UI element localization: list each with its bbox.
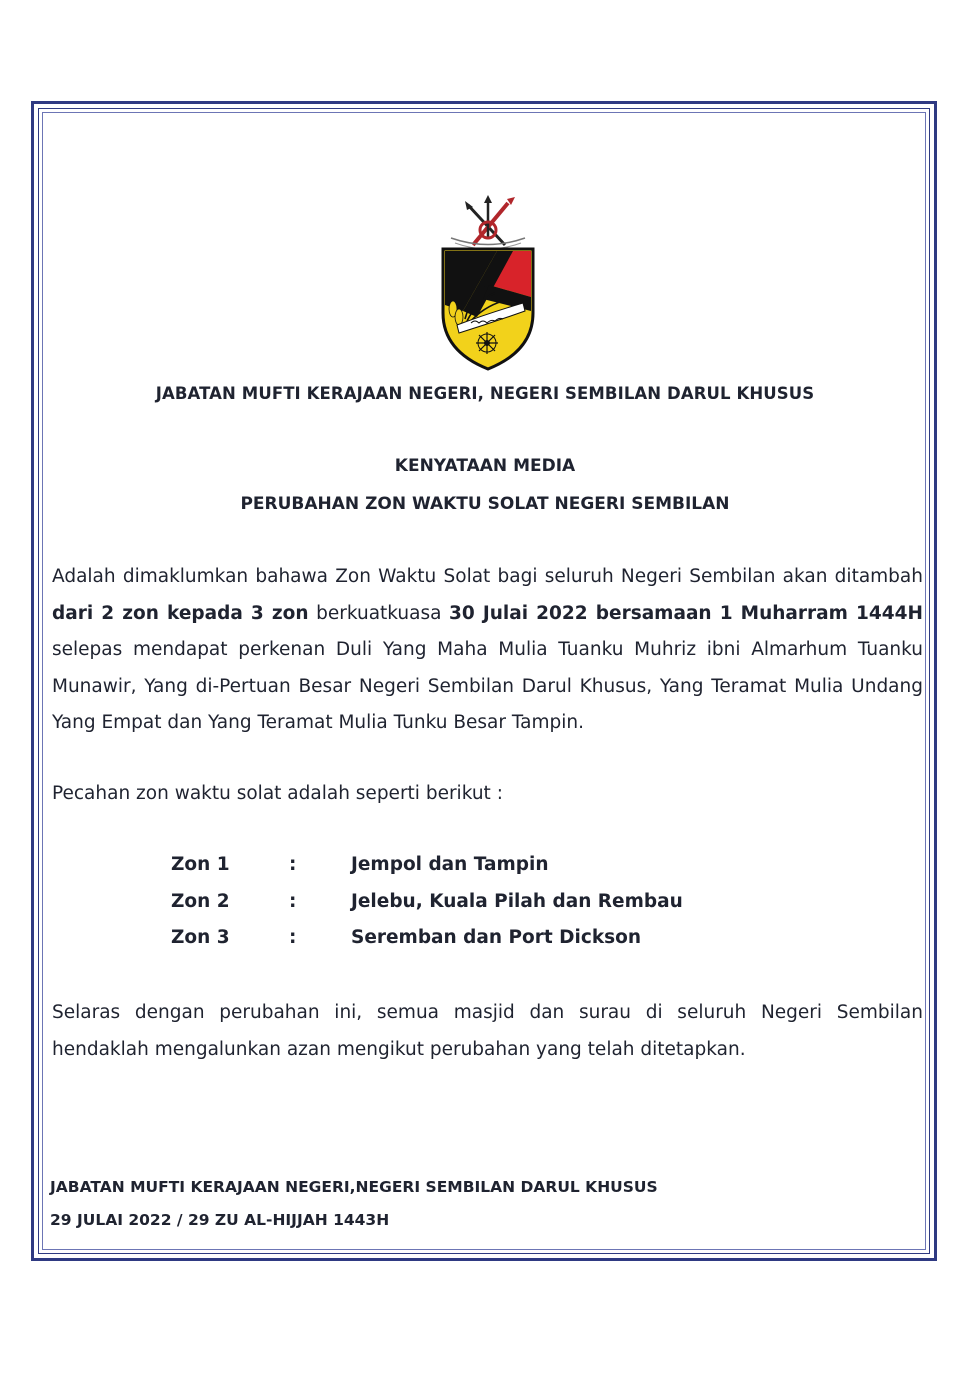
state-crest-icon (437, 193, 539, 371)
zone-separator: : (289, 927, 297, 948)
zone-list (171, 847, 771, 957)
zone-label: Zon 1 (171, 854, 230, 875)
zone-change-emphasis: dari 2 zon kepada 3 zon (52, 602, 309, 624)
statement-heading: KENYATAAN MEDIA (394, 456, 576, 476)
zone-intro-paragraph: Pecahan zon waktu solat adalah seperti berikut : (52, 783, 503, 804)
zone-areas: Seremban dan Port Dickson (351, 927, 642, 948)
closing-paragraph: Selaras dengan perubahan ini, semua masjid dan surau di seluruh Negeri Sembilan hendaklah mengalunkan azan mengikut perubahan yang telah ditetapkan. (52, 1002, 923, 1060)
statement-subject: PERUBAHAN ZON WAKTU SOLAT NEGERI SEMBILAN (240, 494, 730, 514)
zone-label: Zon 2 (171, 890, 230, 912)
zone-row (171, 847, 771, 884)
announcement-paragraph (52, 559, 923, 742)
department-title: JABATAN MUFTI KERAJAAN NEGERI, NEGERI SEMBILAN DARUL KHUSUS (155, 384, 815, 403)
zone-separator: : (289, 854, 297, 875)
zone-separator: : (289, 890, 297, 912)
zone-row (171, 884, 771, 921)
effective-date-emphasis: 30 Julai 2022 bersamaan 1 Muharram 1444H (449, 602, 923, 624)
zone-label: Zon 3 (171, 927, 230, 948)
paragraph-text: Adalah dimaklumkan bahawa Zon Waktu Solat bagi seluruh Negeri Sembilan akan ditambah (52, 566, 923, 587)
zone-row (171, 920, 771, 957)
paragraph-text: berkuatkuasa (308, 602, 450, 624)
paragraph-text: selepas mendapat perkenan Duli Yang Maha Mulia Tuanku Muhriz ibni Almarhum Tuanku Munawir, Yang di-Pertuan Besar Negeri Sembilan Darul Khusus, Yang Teramat Mulia Undang Yang Empat dan Yang Teramat Mulia Tunku Besar Tampin. (52, 639, 923, 733)
signature-issuer: JABATAN MUFTI KERAJAAN NEGERI,NEGERI SEMBILAN DARUL KHUSUS (50, 1178, 658, 1196)
zone-areas: Jempol dan Tampin (351, 854, 549, 875)
zone-areas: Jelebu, Kuala Pilah dan Rembau (351, 890, 683, 912)
signature-date: 29 JULAI 2022 / 29 ZU AL-HIJJAH 1443H (50, 1211, 390, 1229)
